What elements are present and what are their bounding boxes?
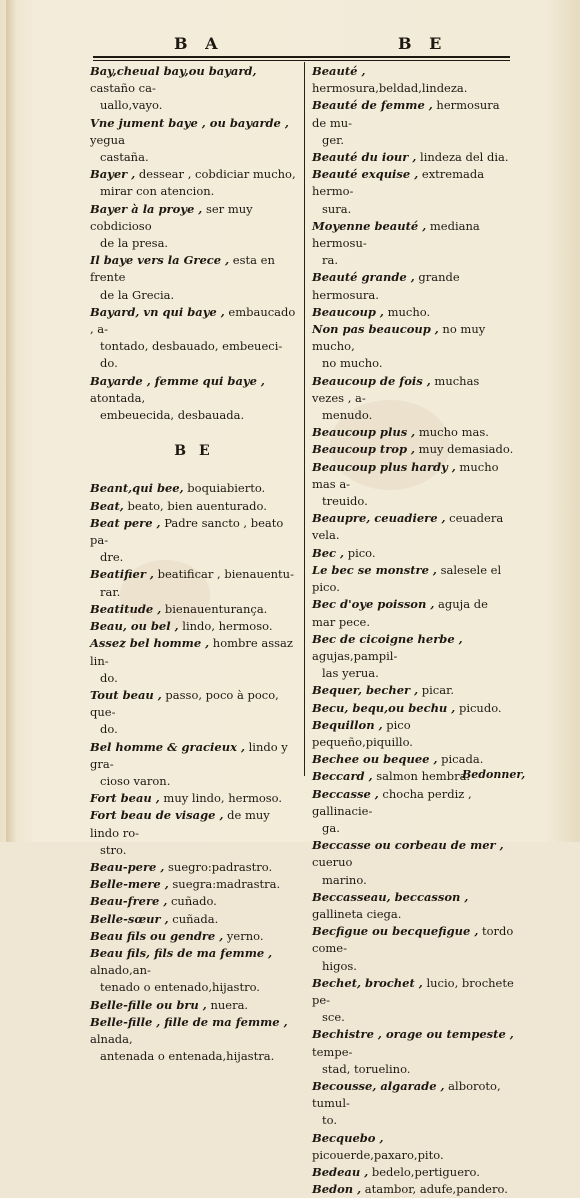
headword: Beau fils, fils de ma femme ,: [90, 945, 273, 960]
definition: nuera.: [206, 997, 249, 1012]
right-column: [312, 63, 514, 1198]
definition: do.: [100, 722, 118, 737]
definition: to.: [322, 1113, 337, 1128]
definition: hermosura de mu-: [312, 98, 500, 130]
entry-line: [312, 682, 514, 699]
definition: picudo.: [455, 700, 502, 715]
entry-line: [312, 218, 514, 252]
definition: de la presa.: [100, 236, 169, 251]
headword: Becu, bequ,ou bechu ,: [312, 700, 456, 715]
headword: Beauté grande ,: [312, 270, 415, 285]
dictionary-entry: [90, 1014, 298, 1066]
dictionary-entry: [312, 837, 514, 889]
entry-line: [90, 618, 298, 635]
definition: passo, poco à poco, que-: [90, 687, 279, 720]
dictionary-entry: [90, 515, 298, 567]
headword: Beatitude ,: [90, 601, 162, 616]
entry-line: [312, 149, 514, 166]
dictionary-entry: [90, 115, 298, 167]
entry-line: [90, 63, 298, 97]
entry-line: [90, 183, 298, 200]
definition: esta en frente: [90, 253, 275, 285]
definition: de la Grecia.: [100, 287, 175, 302]
entry-line: [312, 1130, 514, 1164]
headword: Bayard, vn qui baye ,: [90, 304, 225, 319]
headword: Bechistre , orage ou tempeste ,: [312, 1027, 514, 1042]
dictionary-entry: [90, 566, 298, 600]
entry-line: [90, 893, 298, 910]
headword: Beauté ,: [312, 64, 366, 78]
dictionary-entry: [312, 1026, 514, 1078]
entry-line: [312, 1009, 514, 1026]
entry-line: [312, 820, 514, 837]
entry-line: [312, 510, 514, 544]
dictionary-entry: [90, 739, 298, 791]
headword: Beccasse ,: [312, 786, 379, 801]
entry-line: [90, 515, 298, 549]
entry-line: [312, 1061, 514, 1078]
headword: Beaucoup ,: [312, 304, 384, 319]
dictionary-entry: [312, 97, 514, 149]
dictionary-entry: [90, 63, 298, 115]
definition: cuñada.: [168, 911, 219, 926]
headword: Beauté exquise ,: [312, 167, 419, 182]
definition: muy lindo, hermoso.: [159, 791, 283, 806]
dictionary-entry: [312, 975, 514, 1027]
entry-line: [312, 889, 514, 923]
definition: beato, bien auenturado.: [123, 498, 267, 513]
dictionary-entry: [90, 928, 298, 945]
entry-line: [90, 373, 298, 407]
definition: beatificar , bienauentu-: [153, 567, 294, 582]
entry-line: [90, 355, 298, 372]
headword: Beaucoup de fois ,: [312, 373, 431, 388]
dictionary-entry: [90, 687, 298, 739]
definition: sura.: [322, 201, 352, 216]
definition: boquiabierto.: [183, 481, 266, 496]
entry-line: [90, 549, 298, 566]
definition: stro.: [100, 842, 127, 857]
dictionary-entry: [312, 786, 514, 838]
dictionary-entry: [312, 441, 514, 458]
headword: Beauté du iour ,: [312, 150, 417, 165]
dictionary-entry: [312, 63, 514, 97]
headword: Bayer à la proye ,: [90, 201, 203, 216]
headword: Moyenne beauté ,: [312, 218, 427, 233]
definition: dre.: [100, 550, 124, 565]
definition: sce.: [322, 1010, 345, 1025]
definition: mucho mas.: [415, 425, 489, 440]
dictionary-entry: [90, 201, 298, 253]
definition: aguja de mar pece.: [312, 597, 488, 629]
page-spine-shadow: [6, 0, 16, 842]
entry-line: [90, 498, 298, 515]
entry-line: [90, 584, 298, 601]
headword: Belle-fille ou bru ,: [90, 997, 207, 1012]
dictionary-entry: [90, 166, 298, 200]
entry-line: [312, 424, 514, 441]
definition: cuñado.: [167, 894, 217, 909]
definition: treuido.: [322, 494, 368, 509]
dictionary-entry: [312, 923, 514, 975]
entry-line: [90, 235, 298, 252]
dictionary-entry: [312, 682, 514, 699]
definition: marino.: [322, 872, 367, 887]
dictionary-entry: [312, 1078, 514, 1130]
definition: ser muy cobdicioso: [90, 201, 253, 233]
definition: tempe-: [312, 1044, 353, 1059]
definition: picar.: [418, 683, 454, 698]
definition: mirar con atencion.: [100, 184, 215, 199]
definition: las yerua.: [322, 666, 379, 681]
dictionary-entry: [312, 700, 514, 717]
dictionary-entry: [312, 304, 514, 321]
headword: Beaucoup plus ,: [312, 425, 416, 440]
definition: muy demasiado.: [415, 442, 514, 457]
headword: Beaucoup trop ,: [312, 442, 416, 457]
definition: alnado,an-: [90, 963, 151, 978]
entry-line: [312, 1181, 514, 1198]
dictionary-entry: [312, 562, 514, 596]
headword: Beat,: [90, 498, 124, 513]
definition: gallineta ciega.: [312, 906, 402, 921]
headword: Bay,cheual bay,ou bayard,: [90, 64, 257, 78]
entry-line: [90, 773, 298, 790]
entry-line: [90, 859, 298, 876]
entry-line: [90, 407, 298, 424]
definition: stad, toruelino.: [322, 1061, 411, 1076]
entry-line: [312, 975, 514, 1009]
definition: ger.: [322, 132, 345, 147]
definition: do.: [100, 356, 118, 371]
headword: Beau-pere ,: [90, 859, 165, 874]
entry-line: [90, 201, 298, 235]
definition: pico.: [344, 545, 376, 560]
section-heading: B E: [174, 443, 214, 460]
definition: muchas vezes , a-: [312, 373, 480, 405]
definition: yegua: [90, 132, 125, 147]
headword: Beaucoup plus hardy ,: [312, 459, 456, 474]
definition: ra.: [322, 253, 339, 268]
entry-line: [312, 252, 514, 269]
entry-line: [312, 717, 514, 751]
dictionary-entry: [90, 790, 298, 807]
headword: Bechee ou bequee ,: [312, 752, 438, 767]
running-head-left: B A: [174, 34, 224, 53]
entry-line: [312, 373, 514, 407]
headword: Beauté de femme ,: [312, 98, 433, 113]
entry-line: [90, 601, 298, 618]
definition: salesele el pico.: [312, 562, 502, 595]
headword: Becfigue ou becquefigue ,: [312, 924, 479, 939]
running-head-right: B E: [398, 34, 448, 53]
definition: dessear , cobdiciar mucho,: [135, 167, 296, 182]
entry-line: [90, 807, 298, 841]
definition: bedelo,pertiguero.: [368, 1165, 480, 1179]
entry-line: [312, 97, 514, 131]
entry-line: [312, 132, 514, 149]
headword: Beau fils ou gendre ,: [90, 928, 224, 943]
definition: picada.: [437, 752, 484, 767]
entry-line: [312, 407, 514, 424]
entry-line: [90, 842, 298, 859]
definition: menudo.: [322, 408, 373, 423]
entry-line: [312, 665, 514, 682]
definition: lucio, brochete pe-: [312, 975, 514, 1007]
entry-line: [312, 958, 514, 975]
definition: yerno.: [223, 928, 264, 943]
entry-line: [312, 1112, 514, 1129]
dictionary-entry: [312, 596, 514, 630]
catchword: Bedonner,: [462, 768, 526, 781]
entry-line: [90, 997, 298, 1014]
entry-line: [90, 928, 298, 945]
dictionary-entry: [312, 459, 514, 511]
definition: mucho.: [383, 304, 431, 319]
entry-line: [90, 670, 298, 687]
entry-line: [312, 1078, 514, 1112]
dictionary-entry: [90, 997, 298, 1014]
definition: hombre assaz lin-: [90, 636, 293, 668]
definition: antenada o entenada,hijastra.: [100, 1049, 275, 1064]
dictionary-entry: [312, 321, 514, 373]
entry-line: [90, 304, 298, 338]
definition: lindo y gra-: [90, 739, 288, 771]
headword: Bechet, brochet ,: [312, 975, 423, 990]
headword: Bequer, becher ,: [312, 683, 419, 698]
dictionary-entry: [90, 876, 298, 893]
dictionary-entry: [90, 807, 298, 859]
definition: mediana hermosu-: [312, 218, 480, 251]
dictionary-entry: [312, 751, 514, 768]
entry-line: [312, 872, 514, 889]
definition: tontado, desbauado, embeueci-: [100, 339, 283, 354]
entry-line: [312, 545, 514, 562]
definition: grande hermosura.: [312, 270, 460, 302]
definition: picouerde,paxaro,pito.: [312, 1147, 444, 1162]
definition: ga.: [322, 820, 340, 835]
entry-line: [312, 459, 514, 493]
definition: mucho mas a-: [312, 459, 499, 491]
headword: Le bec se monstre ,: [312, 562, 437, 577]
definition: agujas,pampil-: [312, 648, 398, 663]
header-rule: [93, 56, 510, 58]
definition: lindo, hermoso.: [178, 619, 273, 634]
headword: Beccasseau, beccasson ,: [312, 889, 469, 904]
entry-line: [90, 166, 298, 183]
entry-line: [312, 304, 514, 321]
dictionary-entry: [312, 166, 514, 218]
entry-line: [90, 97, 298, 114]
definition: castaña.: [100, 150, 149, 165]
entry-line: [312, 1164, 514, 1181]
headword: Beau-frere ,: [90, 894, 168, 909]
headword: Bel homme & gracieux ,: [90, 739, 245, 754]
entry-line: [90, 876, 298, 893]
headword: Bec d'oye poisson ,: [312, 597, 435, 612]
definition: embaucado , a-: [90, 304, 296, 337]
dictionary-entry: [90, 373, 298, 425]
entry-line: [90, 687, 298, 721]
headword: Bec ,: [312, 545, 345, 560]
dictionary-entry: [312, 1181, 514, 1198]
headword: Non pas beaucoup ,: [312, 322, 439, 337]
dictionary-entry: [312, 218, 514, 270]
dictionary-entry: [90, 635, 298, 687]
dictionary-entry: [90, 618, 298, 635]
headword: Becquebo ,: [312, 1130, 384, 1145]
dictionary-entry: [90, 480, 298, 497]
headword: Bec de cicoigne herbe ,: [312, 631, 463, 646]
entry-line: [90, 149, 298, 166]
dictionary-entry: [312, 1130, 514, 1164]
dictionary-entry: [90, 304, 298, 373]
dictionary-entry: [90, 945, 298, 997]
headword: Belle-fille , fille de ma femme ,: [90, 1014, 288, 1029]
headword: Beau, ou bel ,: [90, 619, 179, 634]
definition: tordo come-: [312, 924, 514, 956]
dictionary-entry: [90, 911, 298, 928]
entry-line: [312, 596, 514, 630]
entry-line: [312, 63, 514, 97]
definition: suegra:madrastra.: [168, 877, 281, 892]
entry-line: [312, 355, 514, 372]
entry-line: [90, 635, 298, 669]
dictionary-entry: [312, 510, 514, 544]
dictionary-entry: [90, 252, 298, 304]
dictionary-entry: [312, 1164, 514, 1181]
dictionary-entry: [90, 601, 298, 618]
dictionary-entry: [90, 893, 298, 910]
definition: hermosura,beldad,lindeza.: [312, 81, 468, 96]
headword: Beatifier ,: [90, 567, 154, 582]
headword: Il baye vers la Grece ,: [90, 253, 230, 268]
entry-line: [90, 721, 298, 738]
headword: Bedon ,: [312, 1182, 362, 1197]
definition: cioso varon.: [100, 773, 171, 788]
definition: salmon hembra.: [372, 769, 471, 784]
definition: bienauenturança.: [161, 601, 268, 616]
definition: chocha perdiz , gallinacie-: [312, 786, 472, 818]
headword: Beaupre, ceuadiere ,: [312, 511, 446, 526]
headword: Beat pere ,: [90, 515, 161, 530]
entry-line: [90, 911, 298, 928]
entry-line: [312, 321, 514, 355]
entry-line: [312, 201, 514, 218]
dictionary-entry: [312, 717, 514, 751]
headword: Assez bel homme ,: [90, 636, 210, 651]
header-rule-thin: [93, 60, 510, 61]
dictionary-entry: [312, 269, 514, 303]
entry-line: [90, 1048, 298, 1065]
entry-line: [90, 287, 298, 304]
entry-line: [312, 837, 514, 871]
dictionary-entry: [312, 889, 514, 923]
headword: Beccasse ou corbeau de mer ,: [312, 838, 504, 853]
entry-line: [312, 441, 514, 458]
dictionary-entry: [312, 424, 514, 441]
definition: cueruo: [312, 855, 353, 870]
definition: do.: [100, 670, 118, 685]
definition: embeuecida, desbauada.: [100, 408, 245, 423]
entry-line: [90, 790, 298, 807]
entry-line: [312, 631, 514, 665]
entry-line: [312, 166, 514, 200]
entry-line: [312, 1026, 514, 1060]
entry-line: [90, 1014, 298, 1048]
definition: suegro:padrastro.: [164, 859, 273, 874]
dictionary-entry: [312, 631, 514, 683]
entry-line: [90, 979, 298, 996]
definition: no muy mucho,: [312, 322, 486, 354]
headword: Beant,qui bee,: [90, 481, 184, 496]
entry-line: [312, 923, 514, 957]
headword: Bedeau ,: [312, 1165, 369, 1179]
definition: Padre sancto , beato pa-: [90, 515, 284, 548]
headword: Becousse, algarade ,: [312, 1078, 445, 1093]
entry-line: [90, 945, 298, 979]
dictionary-entry: [90, 859, 298, 876]
definition: castaño ca-: [90, 81, 156, 96]
headword: Bayer ,: [90, 167, 136, 182]
headword: Beccard ,: [312, 769, 373, 784]
definition: atontada,: [90, 390, 146, 405]
entry-line: [312, 700, 514, 717]
definition: ceuadera vela.: [312, 511, 504, 543]
headword: Vne jument baye , ou bayarde ,: [90, 115, 289, 130]
entry-line: [312, 786, 514, 820]
column-separator: [304, 62, 305, 776]
entry-line: [90, 480, 298, 497]
headword: Fort beau de visage ,: [90, 808, 224, 823]
dictionary-entry: [312, 149, 514, 166]
definition: alboroto, tumul-: [312, 1078, 501, 1111]
definition: tenado o entenado,hijastro.: [100, 980, 260, 995]
entry-line: [90, 115, 298, 149]
dictionary-entry: [90, 498, 298, 515]
entry-line: [312, 562, 514, 596]
definition: pico pequeño,piquillo.: [312, 717, 413, 749]
headword: Fort beau ,: [90, 791, 160, 806]
definition: extremada hermo-: [312, 167, 485, 199]
headword: Bayarde , femme qui baye ,: [90, 373, 265, 388]
entry-line: [90, 566, 298, 583]
entry-line: [90, 739, 298, 773]
dictionary-entry: [312, 373, 514, 425]
entry-line: [312, 269, 514, 303]
headword: Bequillon ,: [312, 717, 383, 732]
entry-line: [90, 338, 298, 355]
definition: de muy lindo ro-: [90, 808, 270, 840]
entry-line: [312, 751, 514, 768]
definition: higos.: [322, 958, 357, 973]
headword: Belle-mere ,: [90, 877, 169, 892]
definition: atambor, adufe,pandero.: [361, 1182, 508, 1197]
definition: uallo,vayo.: [100, 98, 163, 113]
entry-line: [90, 252, 298, 286]
dictionary-entry: [312, 545, 514, 562]
entry-line: [312, 493, 514, 510]
definition: lindeza del dia.: [416, 150, 509, 165]
headword: Belle-sœur ,: [90, 911, 169, 926]
definition: no mucho.: [322, 356, 383, 371]
definition: alnada,: [90, 1031, 133, 1046]
left-column: [90, 63, 298, 1065]
definition: rar.: [100, 584, 121, 599]
headword: Tout beau ,: [90, 687, 162, 702]
